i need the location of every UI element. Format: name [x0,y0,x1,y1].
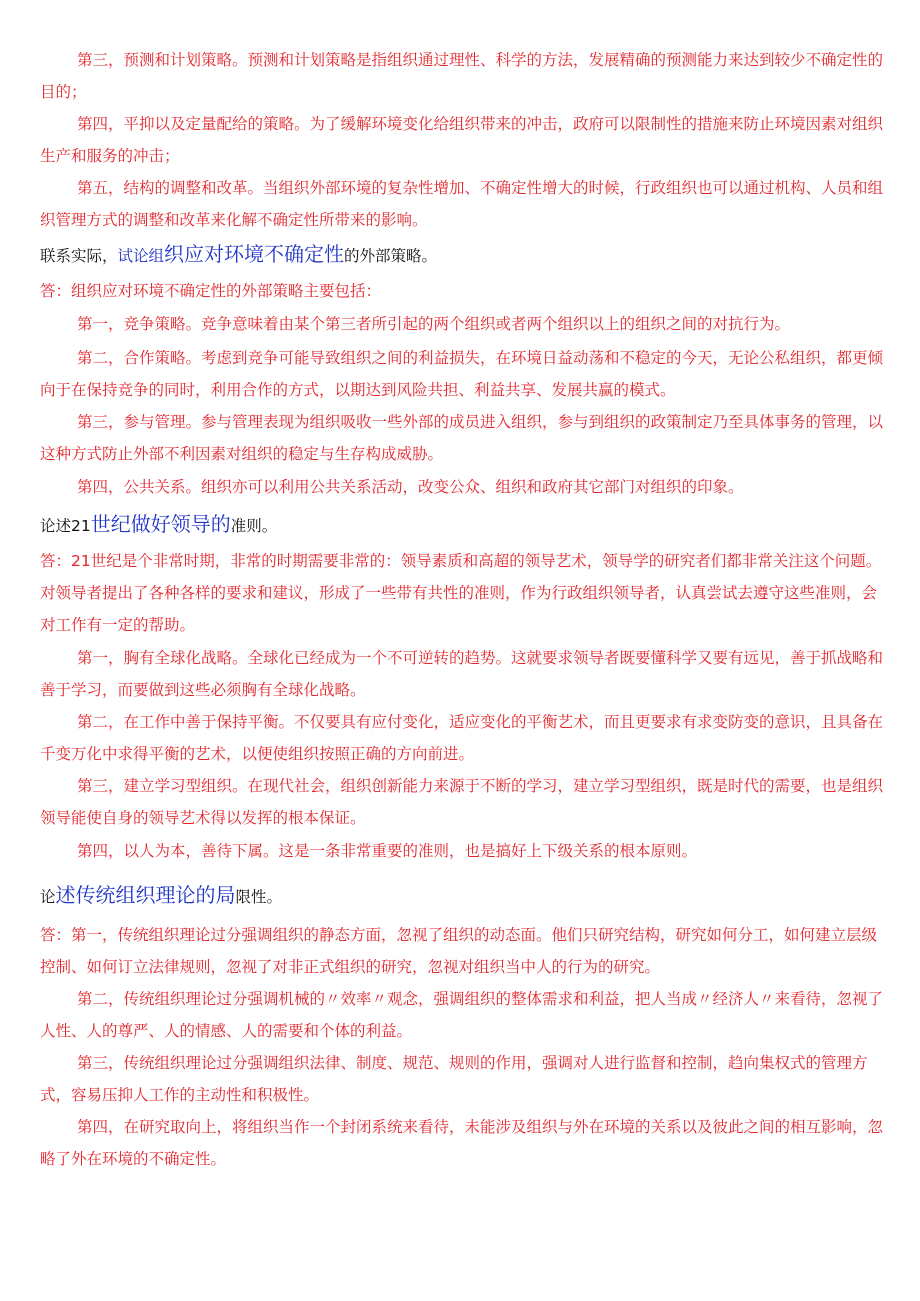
question-emphasis: 述传统组织理论的局 [55,883,236,907]
paragraph-public-relations: 第四，公共关系。组织亦可以利用公共关系活动，改变公众、组织和政府其它部门对组织的印象。 [77,478,744,496]
paragraph-restructuring-strategy: 第五，结构的调整和改革。当组织外部环境的复杂性增加、不确定性增大的时候，行政组织也可以通过机构、人员和组织管理方式的调整和改革来化解不确定性所带来的影响。 [40,179,884,229]
answer-intro: 答：21世纪是个非常时期，非常的时期需要非常的：领导素质和高超的领导艺术，领导学的研究者们都非常关注这个问题。对领导者提出了各种各样的要求和建议，形成了一些带有共性的准则，作为行政组织领导者，认真尝试去遵守这些准则，会对工作有一定的帮助。 [40,552,882,634]
paragraph-static-view: 答：第一，传统组织理论过分强调组织的静态方面，忽视了组织的动态面。他们只研究结构，研究如何分工，如何建立层级控制、如何订立法律规则，忽视了对非正式组织的研究，忽视对组织当中人的行为的研究。 [40,926,878,976]
paragraph-balance: 第二，在工作中善于保持平衡。不仅要具有应付变化，适应变化的平衡艺术，而且更要求有求变防变的意识，且具备在千变万化中求得平衡的艺术，以便使组织按照正确的方向前进。 [40,713,884,763]
question-prefix: 论 [40,888,56,906]
paragraph-competition: 第一，竞争策略。竞争意味着由某个第三者所引起的两个组织或者两个组织以上的组织之间的对抗行为。 [77,315,791,333]
question-suffix: 限性。 [235,888,283,906]
paragraph-closed-system: 第四，在研究取向上，将组织当作一个封闭系统来看待，未能涉及组织与外在环境的关系以及彼此之间的相互影响，忽略了外在环境的不确定性。 [40,1118,884,1168]
question-prefix: 联系实际， [40,247,118,265]
answer-intro: 答：组织应对环境不确定性的外部策略主要包括： [40,282,382,300]
paragraph-cooperation: 第二，合作策略。考虑到竞争可能导致组织之间的利益损失，在环境日益动荡和不稳定的今天，无论公私组织，都更倾向于在保持竞争的同时，利用合作的方式，以期达到风险共担、利益共享、发展共赢的模式。 [40,349,884,399]
question-suffix: 准则。 [230,517,278,535]
paragraph-prediction-strategy: 第三，预测和计划策略。预测和计划策略是指组织通过理性、科学的方法，发展精确的预测能力来达到较少不确定性的目的； [40,51,884,101]
paragraph-rationing-strategy: 第四，平抑以及定量配给的策略。为了缓解环境变化给组织带来的冲击，政府可以限制性的措施来防止环境因素对组织生产和服务的冲击； [40,115,884,165]
question-suffix: 的外部策略。 [344,247,438,265]
question-emphasis: 世纪做好领导的 [90,512,231,536]
paragraph-participation: 第三，参与管理。参与管理表现为组织吸收一些外部的成员进入组织，参与到组织的政策制定乃至具体事务的管理，以这种方式防止外部不利因素对组织的稳定与生存构成威胁。 [40,413,884,463]
question-prefix: 论述21 [40,517,91,535]
paragraph-efficiency-view: 第二，传统组织理论过分强调机械的〃效率〃观念，强调组织的整体需求和利益，把人当成〃经济人〃来看待，忽视了人性、人的尊严、人的情感、人的需要和个体的利益。 [40,990,884,1040]
question-traditional-theory [40,879,892,913]
paragraph-globalization: 第一，胸有全球化战略。全球化已经成为一个不可逆转的趋势。这就要求领导者既要懂科学又要有远见，善于抓战略和善于学习，而要做到这些必须胸有全球化战略。 [40,649,884,699]
paragraph-control-view: 第三，传统组织理论过分强调组织法律、制度、规范、规则的作用，强调对人进行监督和控制，趋向集权式的管理方式，容易压抑人工作的主动性和积极性。 [40,1054,868,1104]
paragraph-learning-organization: 第三，建立学习型组织。在现代社会，组织创新能力来源于不断的学习，建立学习型组织，既是时代的需要，也是组织领导能使自身的领导艺术得以发挥的根本保证。 [40,777,884,827]
question-emphasis: 织应对环境不确定性 [164,242,345,266]
question-external-strategy [40,238,892,272]
question-mid: 试论组 [117,247,165,265]
question-leadership-rules [40,508,892,542]
paragraph-people-oriented: 第四，以人为本，善待下属。这是一条非常重要的准则，也是搞好上下级关系的根本原则。 [77,842,698,860]
